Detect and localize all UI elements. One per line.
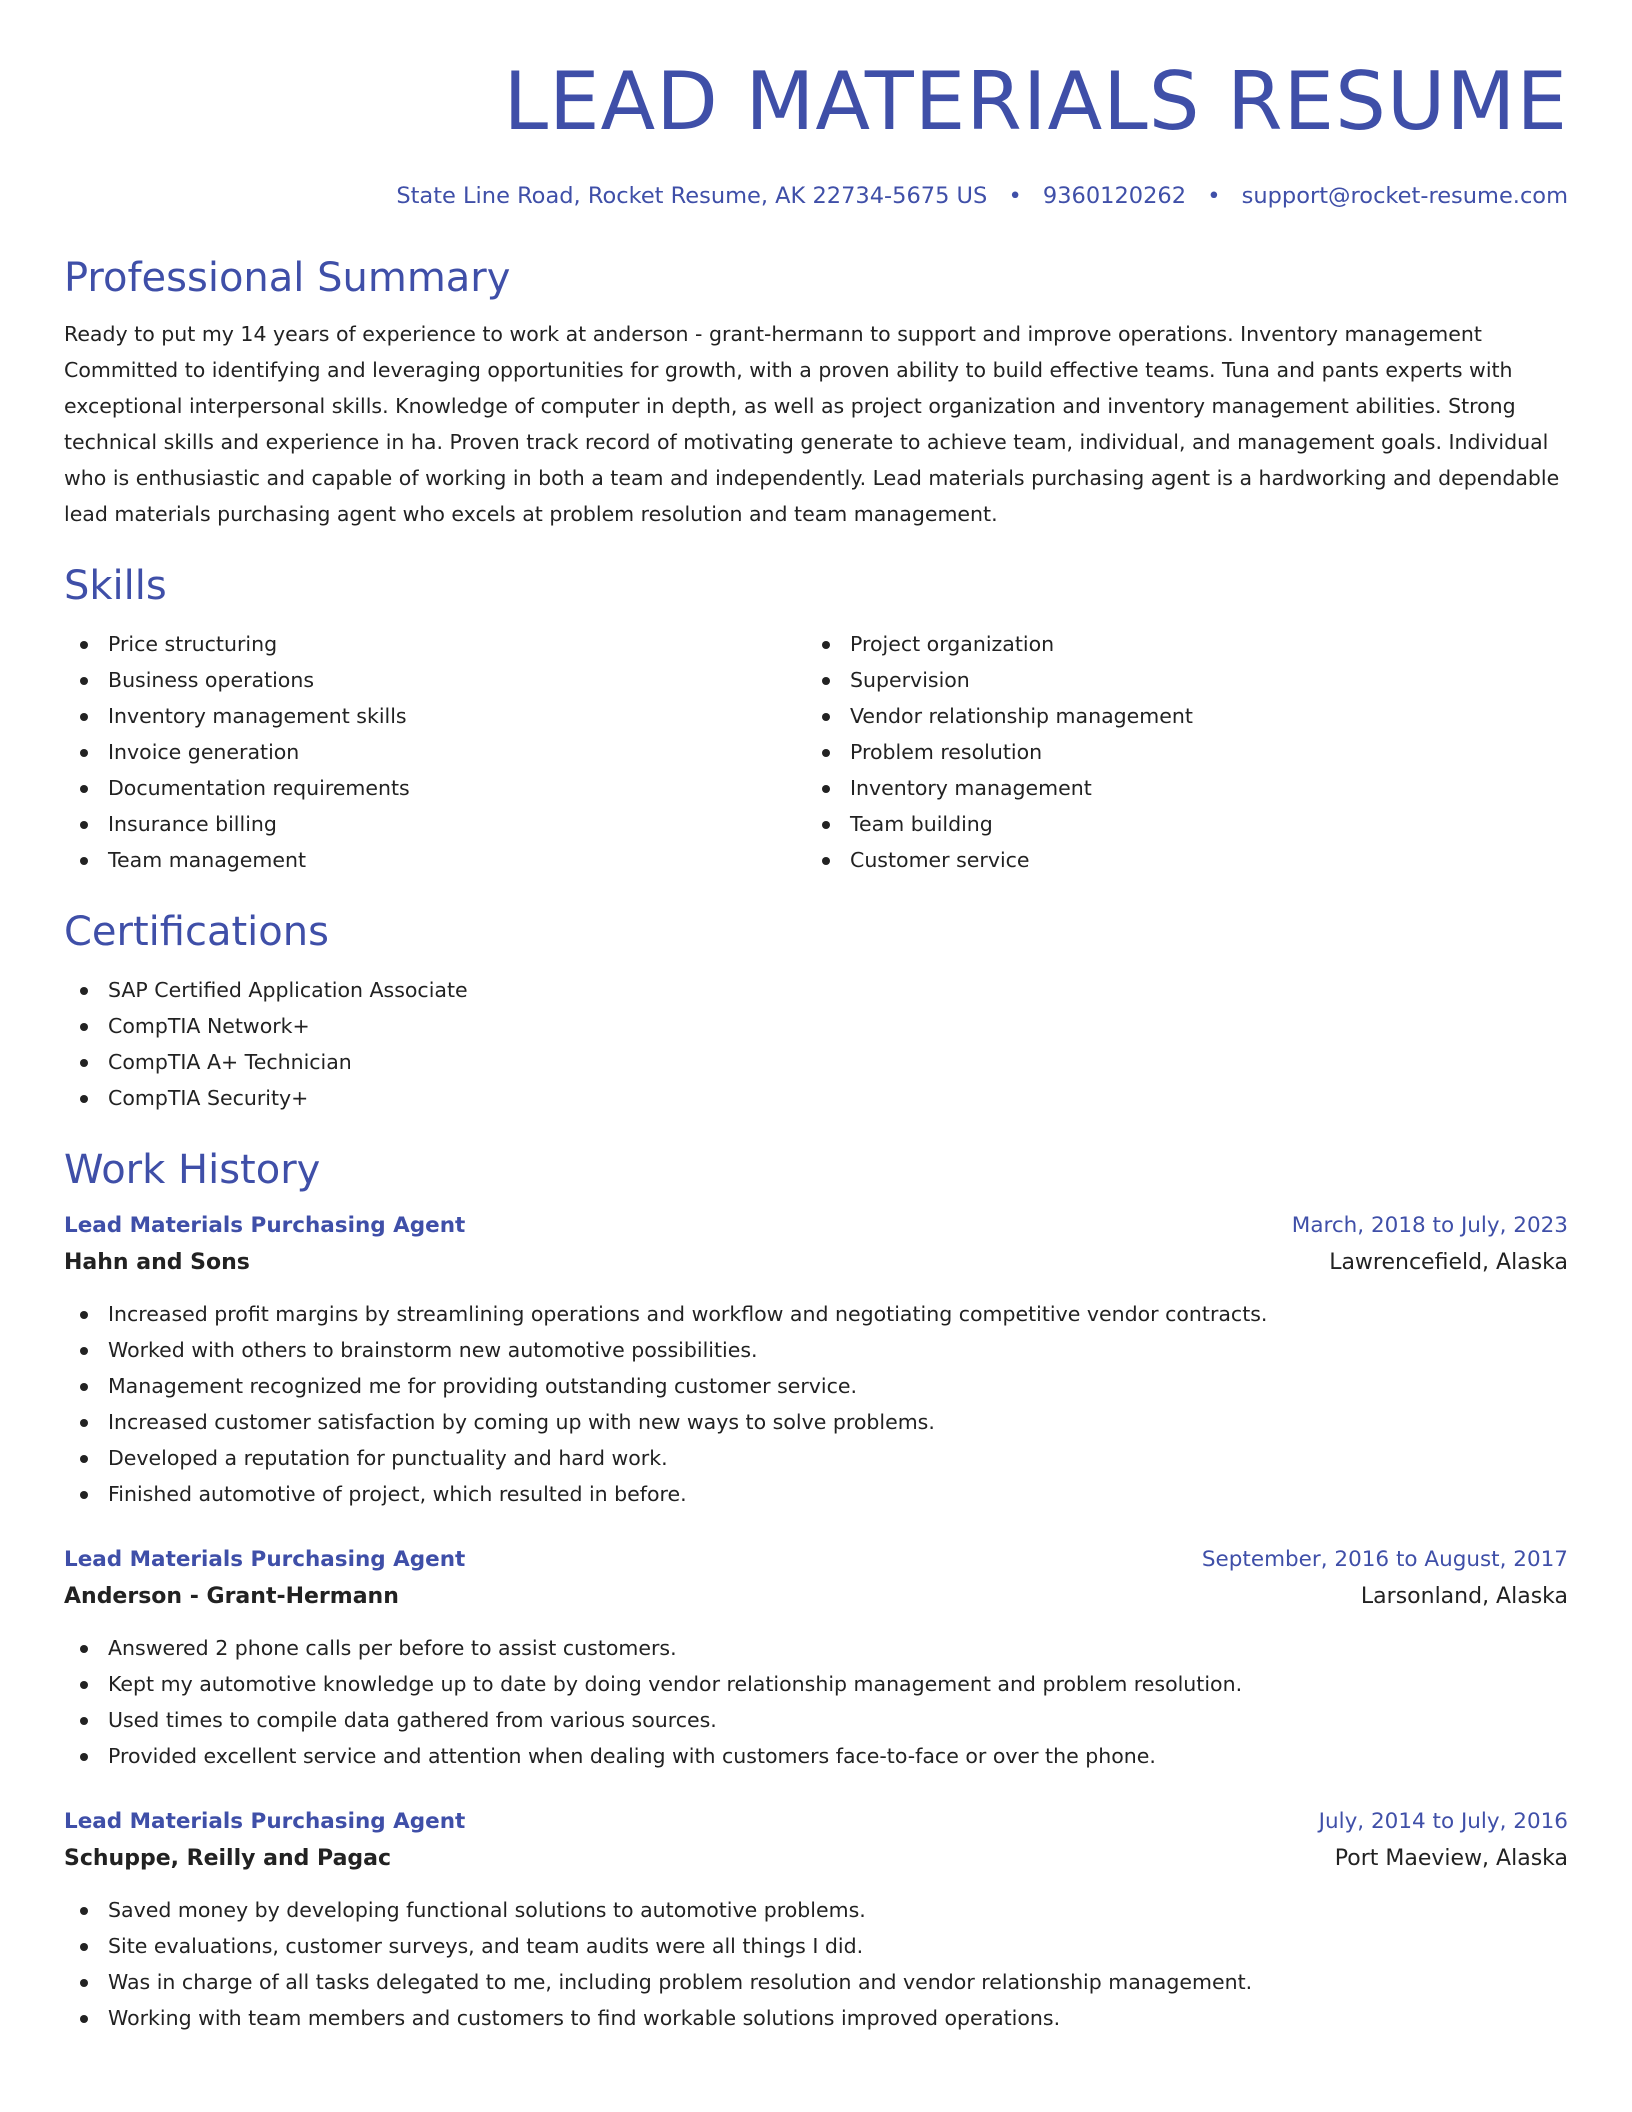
bullet-icon <box>80 1383 88 1391</box>
job-bullet <box>64 1928 1568 1964</box>
bullet-icon <box>80 785 88 793</box>
job-header-row <box>64 1804 1568 1840</box>
bullet-icon <box>80 1681 88 1689</box>
job-header-row <box>64 1208 1568 1244</box>
bullet-icon <box>80 1717 88 1725</box>
job-bullet <box>64 1738 1568 1774</box>
job-entry <box>64 1208 1568 1512</box>
job-bullet <box>64 1702 1568 1738</box>
job-bullet <box>64 1964 1568 2000</box>
skill-item <box>806 842 1548 878</box>
skill-item <box>806 662 1548 698</box>
job-bullet-text: Worked with others to brainstorm new automotive possibilities. <box>108 1338 758 1362</box>
skills-column-right <box>806 626 1548 878</box>
job-company: Anderson - Grant-Hermann <box>64 1584 399 1609</box>
job-bullet-text: Site evaluations, customer surveys, and team audits were all things I did. <box>108 1934 864 1958</box>
bullet-icon <box>80 677 88 685</box>
bullet-icon <box>822 713 830 721</box>
job-company-row <box>64 1244 1568 1282</box>
contact-separator: • <box>1207 183 1221 209</box>
job-bullet <box>64 1404 1568 1440</box>
bullet-icon <box>80 1491 88 1499</box>
job-position: Lead Materials Purchasing Agent <box>64 1547 466 1572</box>
job-company: Hahn and Sons <box>64 1250 250 1275</box>
contact-phone: 9360120262 <box>1042 183 1187 209</box>
contact-separator: • <box>1008 183 1022 209</box>
resume-page <box>64 0 1568 2036</box>
bullet-icon <box>80 1023 88 1031</box>
bullet-icon <box>80 1059 88 1067</box>
job-position: Lead Materials Purchasing Agent <box>64 1213 466 1238</box>
skill-item <box>806 770 1548 806</box>
skill-label: Business operations <box>108 668 315 692</box>
job-bullet-text: Working with team members and customers to find workable solutions improved operations. <box>108 2006 1061 2030</box>
skill-label: Customer service <box>850 848 1030 872</box>
bullet-icon <box>822 785 830 793</box>
skill-item <box>806 626 1548 662</box>
job-location: Port Maeview, Alaska <box>1334 1846 1568 1871</box>
bullet-icon <box>822 857 830 865</box>
certification-label: SAP Certified Application Associate <box>108 978 468 1002</box>
skill-label: Team management <box>108 848 307 872</box>
job-position: Lead Materials Purchasing Agent <box>64 1809 466 1834</box>
bullet-icon <box>80 1455 88 1463</box>
skill-item <box>64 626 806 662</box>
job-bullet-text: Was in charge of all tasks delegated to me, including problem resolution and vendor relationship management. <box>108 1970 1253 1994</box>
skill-item <box>64 842 806 878</box>
certifications-heading: Certifications <box>64 909 329 955</box>
skills-column-left <box>64 626 806 878</box>
job-bullet-text: Kept my automotive knowledge up to date by doing vendor relationship management and problem resolution. <box>108 1672 1243 1696</box>
job-bullet <box>64 1666 1568 1702</box>
certification-item <box>64 972 1568 1008</box>
summary-heading: Professional Summary <box>64 255 511 301</box>
bullet-icon <box>80 1753 88 1761</box>
skill-label: Price structuring <box>108 632 278 656</box>
bullet-icon <box>80 1311 88 1319</box>
skills-heading: Skills <box>64 563 167 609</box>
bullet-icon <box>80 1347 88 1355</box>
skills-columns <box>64 626 1568 878</box>
job-bullet-list <box>64 1296 1568 1512</box>
job-bullet-text: Management recognized me for providing outstanding customer service. <box>108 1374 858 1398</box>
job-bullet-text: Provided excellent service and attention when dealing with customers face-to-face or over the phone. <box>108 1744 1156 1768</box>
resume-title: LEAD MATERIALS RESUME <box>503 55 1568 148</box>
bullet-icon <box>80 2015 88 2023</box>
job-dates: September, 2016 to August, 2017 <box>1201 1547 1568 1572</box>
bullet-icon <box>822 821 830 829</box>
job-location: Larsonland, Alaska <box>1360 1584 1568 1609</box>
job-bullet-text: Increased profit margins by streamlining operations and workflow and negotiating competitive vendor contracts. <box>108 1302 1268 1326</box>
bullet-icon <box>80 641 88 649</box>
skill-item <box>64 734 806 770</box>
job-bullet <box>64 1296 1568 1332</box>
skills-list-right <box>806 626 1548 878</box>
skill-label: Inventory management skills <box>108 704 407 728</box>
skill-item <box>64 770 806 806</box>
contact-address: State Line Road, Rocket Resume, AK 22734-5675 US <box>396 183 988 209</box>
job-bullet <box>64 1332 1568 1368</box>
job-bullet-list <box>64 1892 1568 2036</box>
bullet-icon <box>80 1095 88 1103</box>
bullet-icon <box>822 641 830 649</box>
job-header-row <box>64 1542 1568 1578</box>
job-company-row <box>64 1840 1568 1878</box>
bullet-icon <box>822 749 830 757</box>
skill-label: Supervision <box>850 668 970 692</box>
bullet-icon <box>80 713 88 721</box>
summary-text: Ready to put my 14 years of experience to work at anderson - grant-hermann to support and improve operations. Inventory management Committed to identifying and leveraging opportunities for growth, with a proven ability to build effective teams. Tuna and pants experts with exceptional interpersonal skills. Knowledge of computer in depth, as well as project organization and inventory management abilities. Strong technical skills and experience in ha. Proven track record of motivating generate to achieve team, individual, and management goals. Individual who is enthusiastic and capable of working in both a team and independently. Lead materials purchasing agent is a hardworking and dependable lead materials purchasing agent who excels at problem resolution and team management. <box>64 322 1560 526</box>
certifications-list <box>64 972 1568 1116</box>
skill-item <box>64 662 806 698</box>
job-location: Lawrencefield, Alaska <box>1329 1250 1568 1275</box>
job-bullet <box>64 1476 1568 1512</box>
skill-label: Inventory management <box>850 776 1092 800</box>
job-bullet <box>64 1440 1568 1476</box>
job-bullet-text: Developed a reputation for punctuality and hard work. <box>108 1446 668 1470</box>
bullet-icon <box>80 1907 88 1915</box>
bullet-icon <box>80 1979 88 1987</box>
job-entry <box>64 1542 1568 1774</box>
certification-label: CompTIA Network+ <box>108 1014 310 1038</box>
job-bullet <box>64 1892 1568 1928</box>
certification-label: CompTIA A+ Technician <box>108 1050 352 1074</box>
job-bullet-text: Used times to compile data gathered from various sources. <box>108 1708 717 1732</box>
skill-label: Problem resolution <box>850 740 1043 764</box>
job-company: Schuppe, Reilly and Pagac <box>64 1846 392 1871</box>
work-history-heading: Work History <box>64 1147 321 1193</box>
bullet-icon <box>80 821 88 829</box>
job-bullet <box>64 2000 1568 2036</box>
bullet-icon <box>80 1645 88 1653</box>
job-bullet <box>64 1368 1568 1404</box>
skill-label: Insurance billing <box>108 812 277 836</box>
skill-label: Team building <box>850 812 993 836</box>
skill-item <box>64 698 806 734</box>
bullet-icon <box>822 677 830 685</box>
job-company-row <box>64 1578 1568 1616</box>
bullet-icon <box>80 749 88 757</box>
job-bullet-list <box>64 1630 1568 1774</box>
skill-item <box>64 806 806 842</box>
certification-label: CompTIA Security+ <box>108 1086 309 1110</box>
job-bullet <box>64 1630 1568 1666</box>
job-bullet-text: Answered 2 phone calls per before to assist customers. <box>108 1636 677 1660</box>
bullet-icon <box>80 1943 88 1951</box>
skill-item <box>806 806 1548 842</box>
skill-label: Documentation requirements <box>108 776 410 800</box>
job-dates: July, 2014 to July, 2016 <box>1318 1809 1568 1834</box>
skill-item <box>806 698 1548 734</box>
contact-line <box>64 180 1568 212</box>
bullet-icon <box>80 987 88 995</box>
skill-label: Vendor relationship management <box>850 704 1193 728</box>
bullet-icon <box>80 1419 88 1427</box>
job-entry <box>64 1804 1568 2036</box>
certification-item <box>64 1008 1568 1044</box>
skill-label: Invoice generation <box>108 740 300 764</box>
contact-email: support@rocket-resume.com <box>1241 183 1568 209</box>
skills-list-left <box>64 626 806 878</box>
certification-item <box>64 1044 1568 1080</box>
job-bullet-text: Increased customer satisfaction by coming up with new ways to solve problems. <box>108 1410 935 1434</box>
skill-item <box>806 734 1548 770</box>
job-bullet-text: Saved money by developing functional solutions to automotive problems. <box>108 1898 866 1922</box>
certification-item <box>64 1080 1568 1116</box>
bullet-icon <box>80 857 88 865</box>
skill-label: Project organization <box>850 632 1055 656</box>
job-bullet-text: Finished automotive of project, which resulted in before. <box>108 1482 687 1506</box>
job-dates: March, 2018 to July, 2023 <box>1291 1213 1568 1238</box>
